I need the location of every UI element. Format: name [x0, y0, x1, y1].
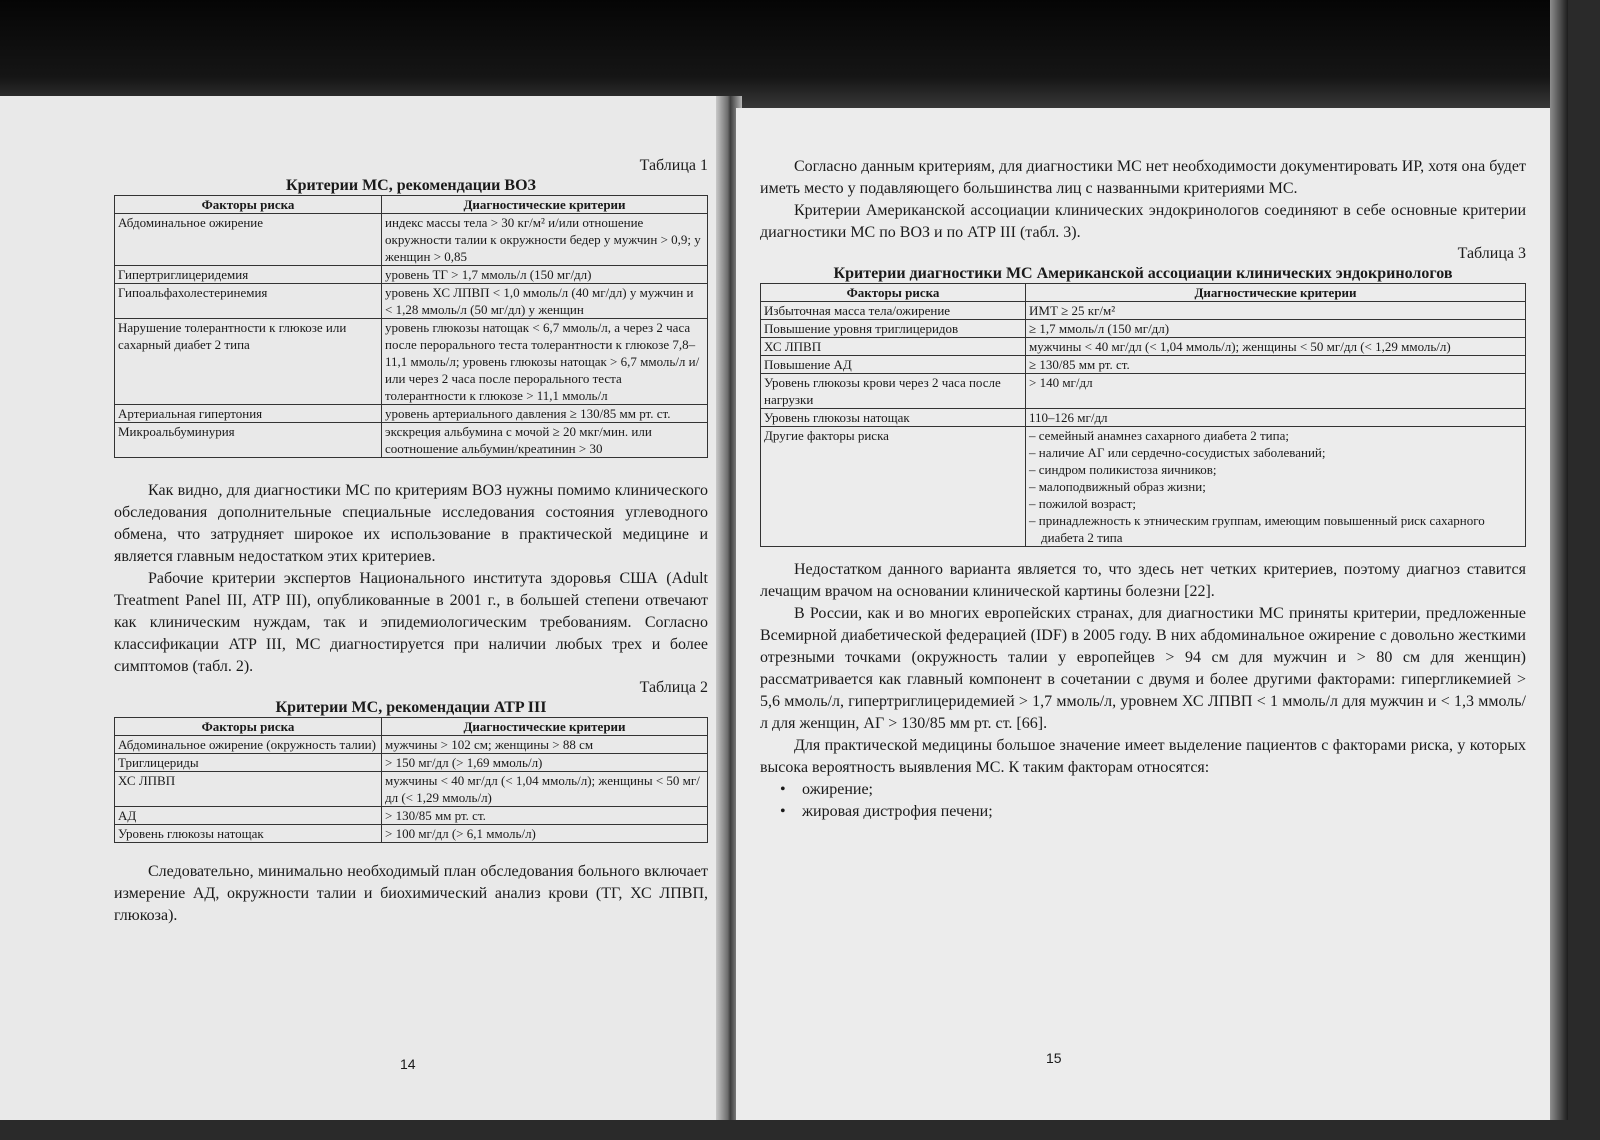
table-cell: > 130/85 мм рт. ст. [382, 807, 708, 825]
table-cell: > 100 мг/дл (> 6,1 ммоль/л) [382, 825, 708, 843]
paragraph: Согласно данным критериям, для диагностики МС нет необходимости документировать ИР, хотя она будет иметь место у подавляющего большинства лиц с названными критериями МС. [760, 158, 1526, 197]
table3-header-factors: Факторы риска [761, 284, 1026, 302]
table-cell: Другие факторы риска [761, 427, 1026, 547]
table-row [115, 266, 708, 284]
table-row [761, 302, 1526, 320]
right-page-content [760, 156, 1526, 823]
paragraph: Для практической медицины большое значение имеет выделение пациентов с факторами риска, у которых высока вероятность выявления МС. К таким факторам относятся: [760, 737, 1526, 776]
table-cell: > 140 мг/дл [1026, 374, 1526, 409]
table-cell: уровень ХС ЛПВП < 1,0 ммоль/л (40 мг/дл) у мужчин и < 1,28 ммоль/л (50 мг/дл) у женщин [382, 284, 708, 319]
table-row [115, 319, 708, 405]
table-cell: ХС ЛПВП [761, 338, 1026, 356]
table3-header-criteria: Диагностические критерии [1026, 284, 1526, 302]
table-cell: Триглицериды [115, 754, 382, 772]
table-cell: Повышение АД [761, 356, 1026, 374]
bullet-list [760, 779, 1526, 823]
paragraph: Недостатком данного варианта является то, что здесь нет четких критериев, поэтому диагноз ставится лечащим врачом на основании клинической картины болезни [22]. [760, 561, 1526, 600]
table-cell: Абдоминальное ожирение [115, 214, 382, 266]
table-cell: ≥ 1,7 ммоль/л (150 мг/дл) [1026, 320, 1526, 338]
table-row [115, 754, 708, 772]
page-number: 15 [1046, 1050, 1062, 1066]
list-item: – наличие АГ или сердечно-сосудистых заболеваний; [1029, 444, 1522, 461]
paragraph: Как видно, для диагностики МС по критериям ВОЗ нужны помимо клинического обследования дополнительные специальные исследования состояния углеводного обмена, что затрудняет широкое их использование в практической медицине и является главным недостатком этих критериев. [114, 482, 708, 565]
table-cell: 110–126 мг/дл [1026, 409, 1526, 427]
table-row [115, 825, 708, 843]
page-number: 14 [400, 1056, 416, 1072]
table-cell: Гипертриглицеридемия [115, 266, 382, 284]
table-row [115, 736, 708, 754]
table1-header-criteria: Диагностические критерии [382, 196, 708, 214]
table-cell: индекс массы тела > 30 кг/м² и/или отношение окружности талии к окружности бедер у мужчин > 0,9; у женщин > 0,85 [382, 214, 708, 266]
table-cell: уровень ТГ > 1,7 ммоль/л (150 мг/дл) [382, 266, 708, 284]
list-item: – синдром поликистоза яичников; [1029, 461, 1522, 478]
paragraph: Следовательно, минимально необходимый план обследования больного включает измерение АД, окружности талии и биохимический анализ крови (ТГ, ХС ЛПВП, глюкоза). [114, 863, 708, 924]
table-cell: мужчины > 102 см; женщины > 88 см [382, 736, 708, 754]
table-cell: Повышение уровня триглицеридов [761, 320, 1026, 338]
table-row [115, 423, 708, 458]
list-item: – малоподвижный образ жизни; [1029, 478, 1522, 495]
table2-header-criteria: Диагностические критерии [382, 718, 708, 736]
table-cell: Уровень глюкозы натощак [761, 409, 1026, 427]
table1-header-factors: Факторы риска [115, 196, 382, 214]
table3-title: Критерии диагностики МС Американской ассоциации клинических эндокринологов [833, 265, 1453, 282]
table-cell [1026, 427, 1526, 547]
list-item: • жировая дистрофия печени; [780, 801, 1526, 823]
table-cell: уровень глюкозы натощак < 6,7 ммоль/л, а через 2 часа после перорального теста толерантности к глюкозе 7,8–11,1 ммоль/л; уровень глюкозы натощак > 6,7 ммоль/л и/или через 2 часа после перорального теста толерантности к глюкозе > 11,1 ммоль/л [382, 319, 708, 405]
table-row [761, 374, 1526, 409]
table-cell: Нарушение толерантности к глюкозе или сахарный диабет 2 типа [115, 319, 382, 405]
table-row [115, 405, 708, 423]
right-page [736, 108, 1550, 1120]
table2-label: Таблица 2 [639, 679, 708, 696]
table2-header-row [115, 718, 708, 736]
list-item: – принадлежность к этническим группам, имеющим повышенный риск сахарного диабета 2 типа [1029, 512, 1522, 546]
table-cell: Абдоминальное ожирение (окружность талии) [115, 736, 382, 754]
table-cell: Микроальбуминурия [115, 423, 382, 458]
table-row [115, 284, 708, 319]
table-cell: Гипоальфахолестеринемия [115, 284, 382, 319]
table-cell: мужчины < 40 мг/дл (< 1,04 ммоль/л); женщины < 50 мг/дл (< 1,29 ммоль/л) [382, 772, 708, 807]
table-cell: > 150 мг/дл (> 1,69 ммоль/л) [382, 754, 708, 772]
table-cell: ≥ 130/85 мм рт. ст. [1026, 356, 1526, 374]
risk-factor-list [1029, 427, 1522, 546]
table-cell: Избыточная масса тела/ожирение [761, 302, 1026, 320]
list-item: – семейный анамнез сахарного диабета 2 типа; [1029, 427, 1522, 444]
table-row [115, 214, 708, 266]
table-cell: уровень артериального давления ≥ 130/85 мм рт. ст. [382, 405, 708, 423]
table-row [115, 772, 708, 807]
table-row [761, 356, 1526, 374]
paragraph: В России, как и во многих европейских странах, для диагностики МС приняты критерии, предложенные Всемирной диабетической федерацией (IDF) в 2005 году. В них абдоминальное ожирение с довольно жесткими отрезными точками (окружность талии у европейцев > 94 см для мужчин и > 80 см для женщин) рассматривается как главный компонент в сочетании с двумя и более другими факторами: гипергликемией > 5,6 ммоль/л, гипертриглицеридемией > 1,7 ммоль/л, уровнем ХС ЛПВП < 1 ммоль/л для мужчин и < 1,3 ммоль/л для женщин, АГ > 130/85 мм рт. ст. [66]. [760, 605, 1526, 732]
table-cell: экскреция альбумина с мочой ≥ 20 мкг/мин. или соотношение альбумин/креатинин > 30 [382, 423, 708, 458]
table1 [114, 195, 708, 458]
table2-header-factors: Факторы риска [115, 718, 382, 736]
table1-label: Таблица 1 [639, 157, 708, 174]
table-row [761, 409, 1526, 427]
table-cell: Уровень глюкозы натощак [115, 825, 382, 843]
table1-title: Критерии МС, рекомендации ВОЗ [286, 177, 536, 194]
table-row [761, 320, 1526, 338]
table-row [761, 427, 1526, 547]
left-page-content [114, 156, 708, 927]
table-cell: Уровень глюкозы крови через 2 часа после нагрузки [761, 374, 1026, 409]
table3-label: Таблица 3 [1457, 245, 1526, 262]
table1-header-row [115, 196, 708, 214]
table2-title: Критерии МС, рекомендации ATP III [275, 699, 547, 716]
table3-header-row [761, 284, 1526, 302]
table-cell: АД [115, 807, 382, 825]
table2 [114, 717, 708, 843]
table-cell: ИМТ ≥ 25 кг/м² [1026, 302, 1526, 320]
table-cell: мужчины < 40 мг/дл (< 1,04 ммоль/л); женщины < 50 мг/дл (< 1,29 ммоль/л) [1026, 338, 1526, 356]
scan-right-edge [1550, 0, 1568, 1120]
paragraph: Критерии Американской ассоциации клинических эндокринологов соединяют в себе основные критерии диагностики МС по ВОЗ и по АТР III (табл. 3). [760, 202, 1526, 241]
table-row [115, 807, 708, 825]
table-cell: ХС ЛПВП [115, 772, 382, 807]
table-row [761, 338, 1526, 356]
list-item: • ожирение; [780, 779, 1526, 801]
scan-dark-border [0, 0, 1568, 110]
table-cell: Артериальная гипертония [115, 405, 382, 423]
left-page [0, 96, 722, 1120]
paragraph: Рабочие критерии экспертов Национального института здоровья США (Adult Treatment Panel III, ATP III), опубликованные в 2001 г., в большей степени отвечают как клиническим нуждам, так и эпидемиологическим требованиям. Согласно классификации ATP III, МС диагностируется при наличии любых трех и более симптомов (табл. 2). [114, 570, 708, 675]
list-item: – пожилой возраст; [1029, 495, 1522, 512]
table3 [760, 283, 1526, 547]
